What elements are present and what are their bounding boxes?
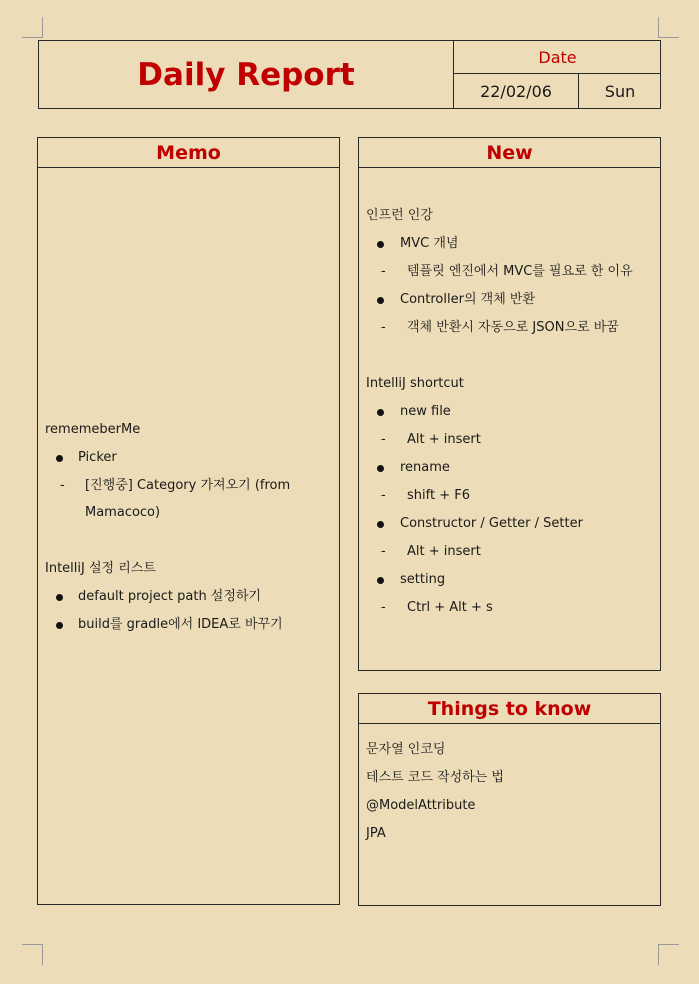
bullet-item: Controller의 객체 반환 xyxy=(366,286,653,314)
memo-panel xyxy=(37,137,340,905)
things-to-know-title: Things to know xyxy=(359,694,660,724)
memo-body xyxy=(38,168,339,639)
sub-item: - [진행중] Category 가져오기 (from xyxy=(45,472,332,500)
bullet-item: build를 gradle에서 IDEA로 바꾸기 xyxy=(45,611,332,639)
crop-mark-top-right xyxy=(658,17,679,38)
spacer xyxy=(45,527,332,555)
new-body xyxy=(359,168,660,622)
spacer xyxy=(366,342,653,370)
day-value: Sun xyxy=(604,81,636,101)
date-value: 22/02/06 xyxy=(454,74,579,108)
list-heading: rememeberMe xyxy=(45,422,141,437)
bullet-item: MVC 개념 xyxy=(366,230,653,258)
bullet-item: Constructor / Getter / Setter xyxy=(366,510,653,538)
bullet-item: default project path 설정하기 xyxy=(45,583,332,611)
list-heading: 문자열 인코딩 xyxy=(366,742,446,757)
new-title: New xyxy=(359,138,660,168)
bullet-item: setting xyxy=(366,566,653,594)
memo-title: Memo xyxy=(38,138,339,168)
crop-mark-bottom-right xyxy=(658,944,679,965)
list-heading: 인프런 인강 xyxy=(366,208,433,223)
sub-item: - 객체 반환시 자동으로 JSON으로 바꿈 xyxy=(366,314,653,342)
list-heading: JPA xyxy=(366,826,386,841)
date-label: Date xyxy=(454,41,661,74)
sub-item: - 템플릿 엔진에서 MVC를 필요로 한 이유 xyxy=(366,258,653,286)
things-to-know-panel xyxy=(358,693,661,906)
list-heading: 테스트 코드 작성하는 법 xyxy=(366,770,504,785)
sub-item: - Ctrl + Alt + s xyxy=(366,594,653,622)
bullet-item: rename xyxy=(366,454,653,482)
report-header xyxy=(38,40,661,109)
date-area xyxy=(453,41,661,108)
new-panel xyxy=(358,137,661,671)
sub-item: - Alt + insert xyxy=(366,426,653,454)
page-title: Daily Report xyxy=(137,56,355,93)
sub-item: - shift + F6 xyxy=(366,482,653,510)
list-heading: IntelliJ 설정 리스트 xyxy=(45,561,156,577)
crop-mark-top-left xyxy=(22,17,43,38)
bullet-item: new file xyxy=(366,398,653,426)
bullet-item: Picker xyxy=(45,444,332,472)
continuation-line: Mamacoco) xyxy=(85,505,161,521)
sub-item: - Alt + insert xyxy=(366,538,653,566)
crop-mark-bottom-left xyxy=(22,944,43,965)
list-heading: IntelliJ shortcut xyxy=(366,376,464,391)
things-to-know-body xyxy=(359,724,660,848)
list-heading: @ModelAttribute xyxy=(366,798,476,813)
